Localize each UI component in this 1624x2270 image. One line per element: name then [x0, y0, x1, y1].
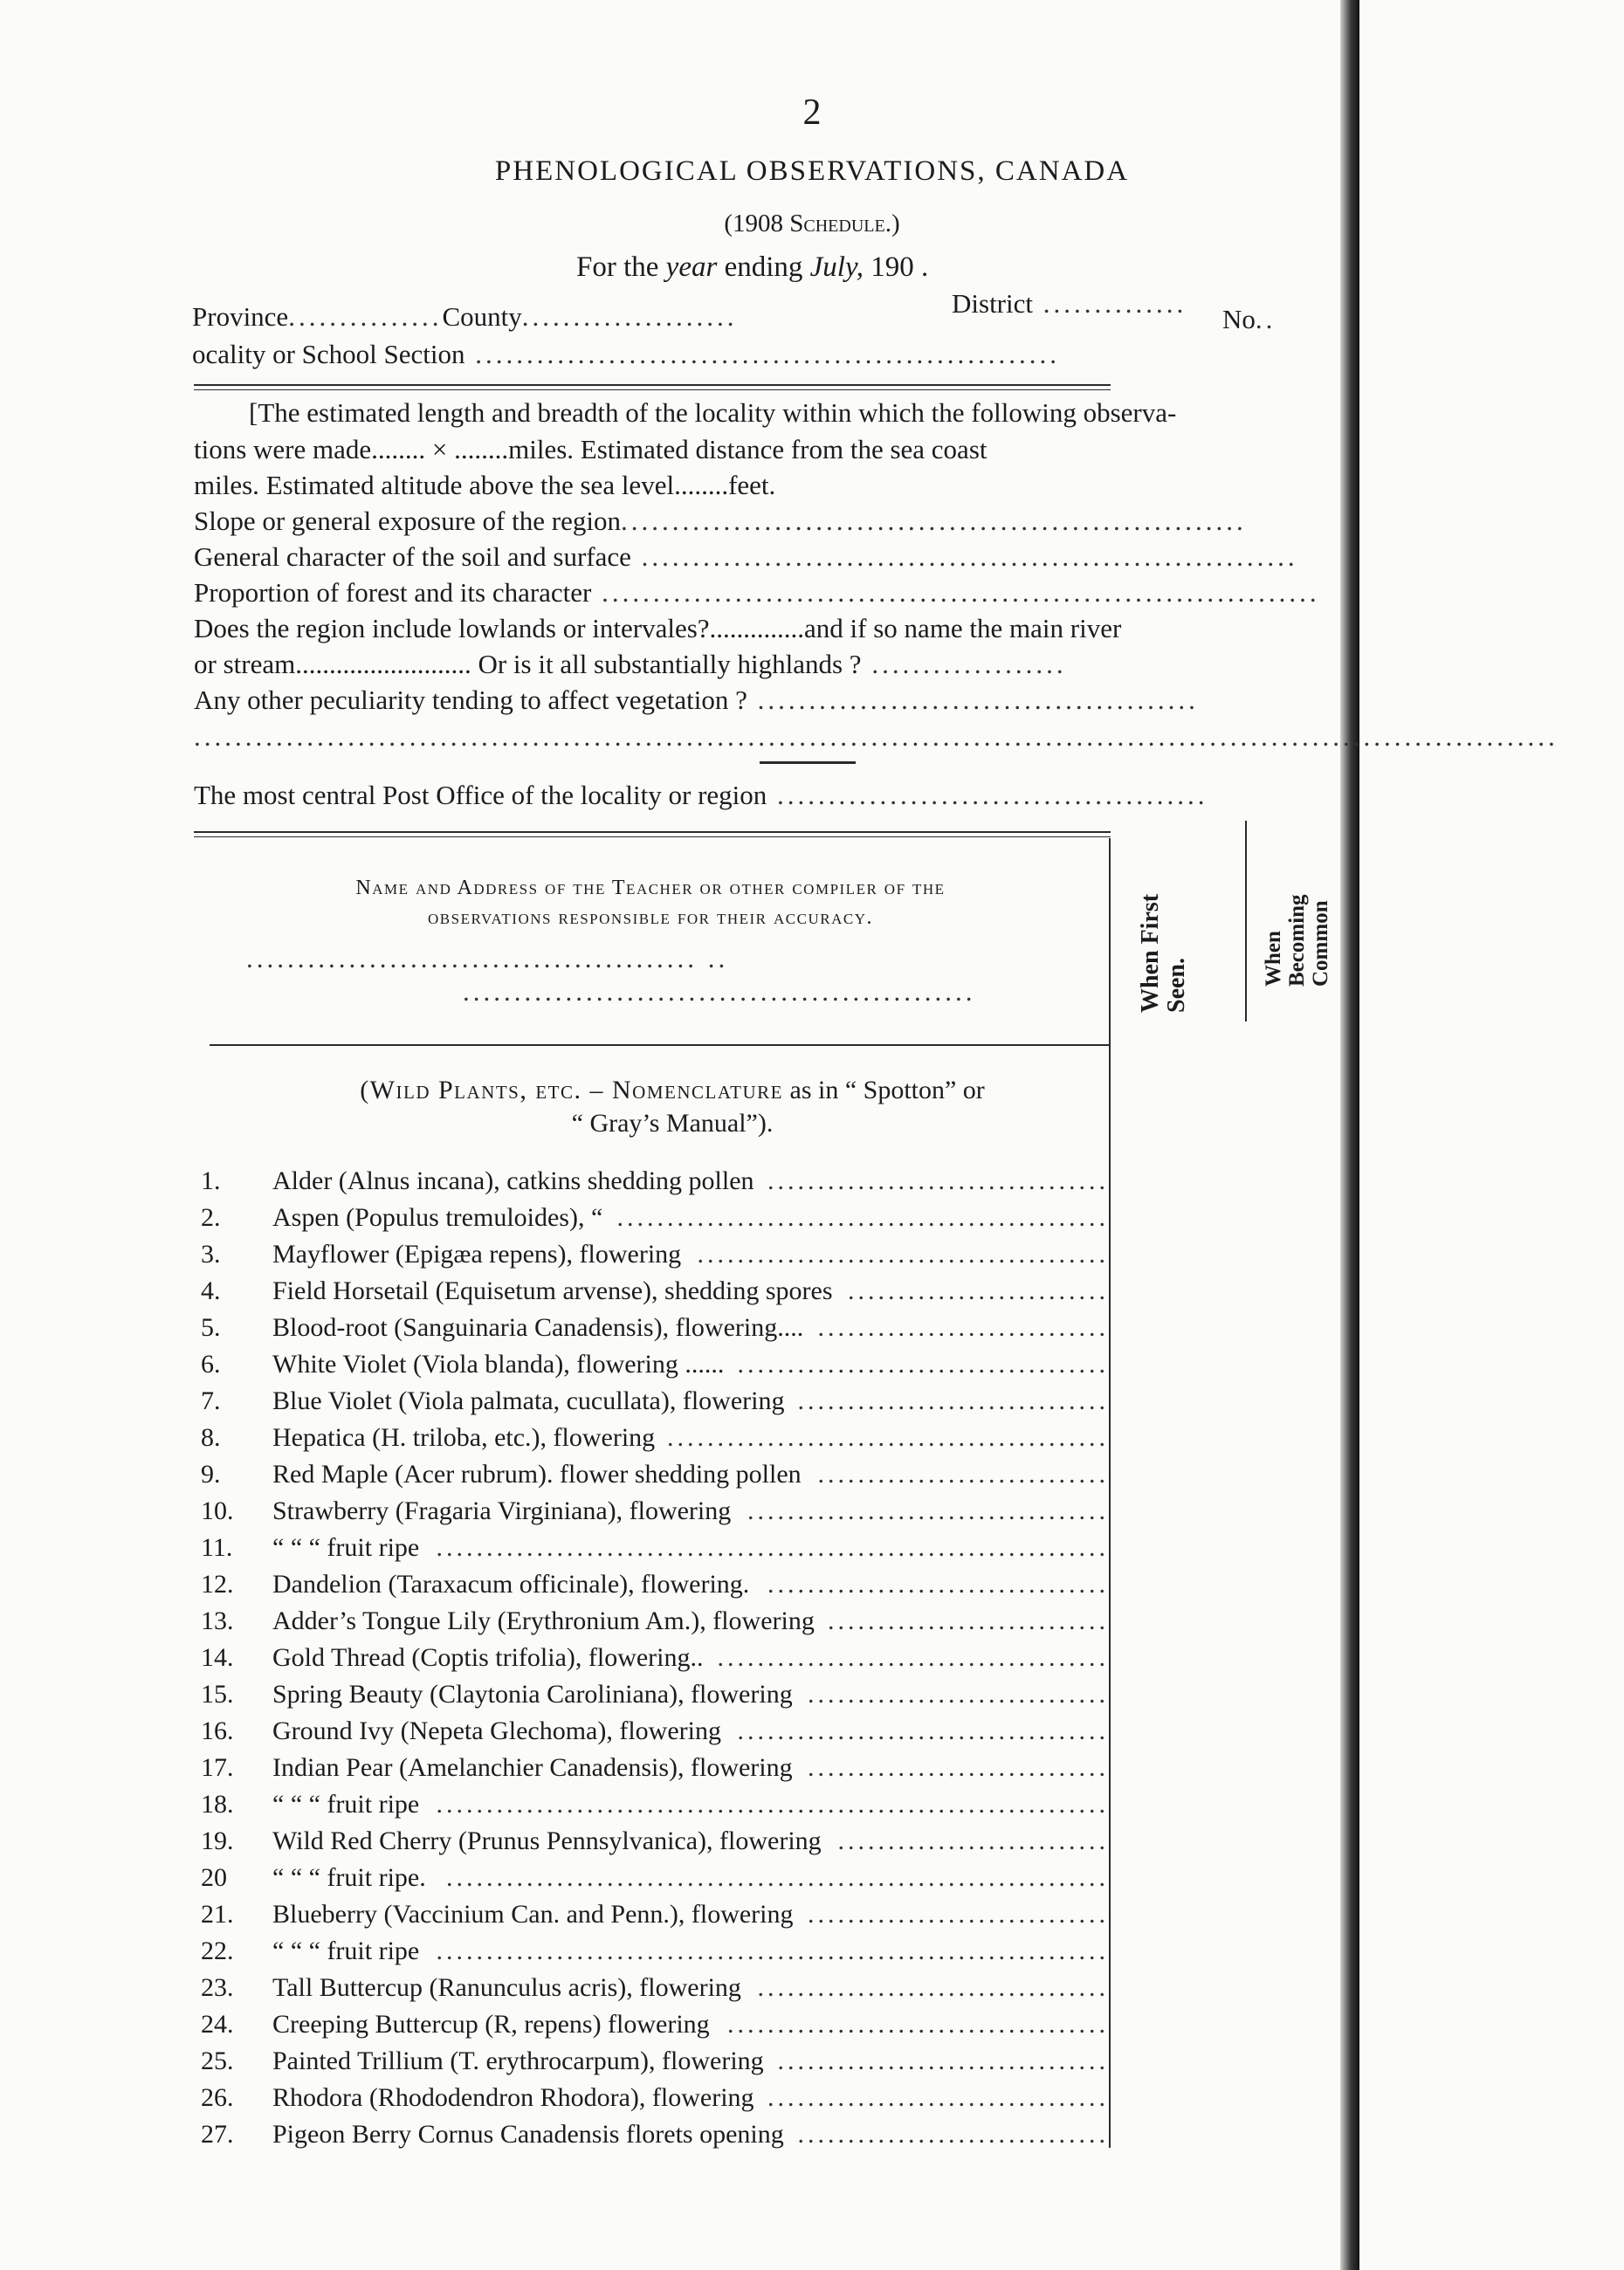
item-text: Painted Trillium (T. erythrocarpum), flowering	[272, 2046, 764, 2075]
leader-dots: .....................................	[737, 1716, 1109, 1745]
list-item	[201, 2080, 1109, 2116]
list-item	[201, 1750, 1109, 1786]
item-text: “ “ “ fruit ripe	[272, 1790, 420, 1819]
leader-dots: ..................................	[767, 1166, 1109, 1195]
item-text: Hepatica (H. triloba, etc.), flowering	[272, 1423, 656, 1452]
page-title: PHENOLOGICAL OBSERVATIONS, CANADA	[494, 155, 1130, 187]
item-text: Dandelion (Taraxacum officinale), flowering.	[272, 1570, 750, 1599]
item-number: 24.	[201, 2010, 234, 2039]
item-number: 7.	[201, 1386, 221, 1415]
item-number: 13.	[201, 1606, 234, 1635]
question-2: tions were made........ × ........miles. Estimated distance from the sea coast	[194, 434, 987, 464]
item-number: 17.	[201, 1753, 234, 1782]
leader-dots: ......................................	[727, 2010, 1109, 2039]
item-number: 3.	[201, 1240, 221, 1269]
item-text: Aspen (Populus tremuloides), “	[272, 1203, 603, 1232]
leader-dots: .....................................	[737, 1350, 1109, 1379]
leader-dots: ..................................	[767, 2083, 1109, 2112]
item-text: “ “ “ fruit ripe	[272, 1936, 420, 1965]
year-ending-line: For the year ending July, 190 .	[576, 251, 929, 283]
list-item	[201, 1640, 1109, 1676]
leader-dots: .......................................	[717, 1643, 1109, 1672]
question-1: [The estimated length and breadth of the locality within which the following observa-	[249, 397, 1177, 428]
leader-dots: ..............................	[808, 1753, 1109, 1782]
item-text: “ “ “ fruit ripe.	[272, 1863, 426, 1892]
item-number: 8.	[201, 1423, 221, 1452]
list-item	[201, 1933, 1109, 1970]
list-item	[201, 1236, 1109, 1273]
compiler-name-blank: ............................................ ..	[246, 943, 729, 973]
compiler-heading-line1: Name and Address of the Teacher or other compiler of the	[355, 877, 946, 899]
item-number: 12.	[201, 1570, 234, 1599]
compiler-heading-line2: observations responsible for their accuracy.	[428, 906, 873, 929]
page-number: 2	[802, 93, 822, 133]
leader-dots: ...........................	[837, 1826, 1109, 1855]
list-item	[201, 1896, 1109, 1933]
item-text: Rhodora (Rhododendron Rhodora), flowering	[272, 2083, 754, 2112]
header-rule	[194, 384, 1111, 386]
list-item	[201, 1860, 1109, 1896]
question-5: General character of the soil and surface ................................................................	[194, 541, 1298, 572]
list-item	[201, 2116, 1109, 2153]
list-item	[201, 1383, 1109, 1420]
section-rule-2	[194, 836, 1111, 837]
list-item	[201, 1823, 1109, 1860]
item-number: 25.	[201, 2046, 234, 2075]
list-item	[201, 1786, 1109, 1823]
district-field: District ..............	[952, 288, 1187, 319]
item-text: Gold Thread (Coptis trifolia), flowering..	[272, 1643, 704, 1672]
item-number: 16.	[201, 1716, 234, 1745]
item-number: 26.	[201, 2083, 234, 2112]
item-text: Indian Pear (Amelanchier Canadensis), flowering	[272, 1753, 793, 1782]
question-8: or stream.......................... Or is it all substantially highlands ? ...................	[194, 649, 1067, 679]
item-number: 15.	[201, 1680, 234, 1709]
leader-dots: .........................................	[697, 1240, 1109, 1269]
column-divider-1	[1109, 838, 1111, 2148]
list-item	[201, 1456, 1109, 1493]
leader-dots: .................................	[777, 2046, 1109, 2075]
item-text: Ground Ivy (Nepeta Glechoma), flowering	[272, 1716, 721, 1745]
item-text: Field Horsetail (Equisetum arvense), shedding spores	[272, 1276, 833, 1305]
item-number: 21.	[201, 1900, 234, 1929]
section-rule	[194, 831, 1111, 833]
column-divider-2	[1245, 821, 1247, 1022]
item-number: 5.	[201, 1313, 221, 1342]
leader-dots: ............................................	[667, 1423, 1109, 1452]
header-rule-2	[194, 389, 1111, 390]
item-number: 2.	[201, 1203, 221, 1232]
question-9: Any other peculiarity tending to affect vegetation ? ...........................................	[194, 684, 1199, 715]
leader-dots: ..............................	[808, 1680, 1109, 1709]
item-text: Red Maple (Acer rubrum). flower shedding pollen	[272, 1460, 802, 1489]
item-number: 10.	[201, 1496, 234, 1525]
locality-field: ocality or School Section .........................................................	[192, 339, 1061, 369]
observation-list	[201, 1163, 1109, 2153]
list-item	[201, 1163, 1109, 1200]
list-item	[201, 1566, 1109, 1603]
item-text: Blood-root (Sanguinaria Canadensis), flowering....	[272, 1313, 804, 1342]
blank-line: .....................................................................................................................................	[194, 721, 1559, 752]
question-4: Slope or general exposure of the region.............................................................	[194, 506, 1247, 536]
item-text: White Violet (Viola blanda), flowering ......	[272, 1350, 725, 1379]
item-text: Pigeon Berry Cornus Canadensis florets opening	[272, 2120, 784, 2149]
item-number: 11.	[201, 1533, 233, 1562]
item-number: 6.	[201, 1350, 221, 1379]
col-when-becoming-common: When Becoming Common	[1262, 894, 1332, 987]
item-text: Creeping Buttercup (R, repens) flowering	[272, 2010, 710, 2039]
leader-dots: ...............................	[797, 1386, 1109, 1415]
item-number: 4.	[201, 1276, 221, 1305]
list-item	[201, 1970, 1109, 2006]
compiler-heading	[196, 873, 1104, 932]
list-item	[201, 2006, 1109, 2043]
item-number: 14.	[201, 1643, 234, 1672]
item-number: 27.	[201, 2120, 234, 2149]
leader-dots: ...................................................................	[436, 1936, 1109, 1965]
leader-dots: ..................................................................	[446, 1863, 1109, 1892]
list-item	[201, 1676, 1109, 1713]
leader-dots: .............................	[817, 1460, 1109, 1489]
list-item	[201, 1420, 1109, 1456]
leader-dots: ............................	[828, 1606, 1109, 1635]
list-item	[201, 1493, 1109, 1530]
item-number: 19.	[201, 1826, 234, 1855]
item-number: 9.	[201, 1460, 221, 1489]
question-6: Proportion of forest and its character ......................................................................	[194, 577, 1320, 608]
item-text: Spring Beauty (Claytonia Caroliniana), flowering	[272, 1680, 793, 1709]
item-text: “ “ “ fruit ripe	[272, 1533, 420, 1562]
item-number: 22.	[201, 1936, 234, 1965]
item-text: Wild Red Cherry (Prunus Pennsylvanica), flowering	[272, 1826, 822, 1855]
page-binding-edge	[1340, 0, 1359, 2270]
province-field: Province...............County.....................	[192, 301, 738, 332]
leader-dots: .............................	[817, 1313, 1109, 1342]
item-number: 18.	[201, 1790, 234, 1819]
question-7: Does the region include lowlands or intervales?..............and if so name the main river	[194, 613, 1122, 643]
leader-dots: ...................................................................	[436, 1533, 1109, 1562]
leader-dots: .................................................	[616, 1203, 1109, 1232]
list-item	[201, 1346, 1109, 1383]
item-text: Mayflower (Epigæa repens), flowering	[272, 1240, 682, 1269]
leader-dots: ...................................	[757, 1973, 1109, 2002]
wild-plants-heading: (Wild Plants, etc. – Nomenclature as in “ Spotton” or “ Gray’s Manual”).	[360, 1076, 985, 1138]
list-item	[201, 2043, 1109, 2080]
post-office-field: The most central Post Office of the locality or region ..........................................	[194, 780, 1208, 810]
leader-dots: ..........................	[848, 1276, 1109, 1305]
list-item	[201, 1603, 1109, 1640]
short-divider	[760, 761, 856, 764]
item-number: 20	[201, 1863, 227, 1892]
item-text: Tall Buttercup (Ranunculus acris), flowering	[272, 1973, 741, 2002]
leader-dots: ..............................	[808, 1900, 1109, 1929]
leader-dots: ...................................................................	[436, 1790, 1109, 1819]
question-3: miles. Estimated altitude above the sea level........feet.	[194, 470, 776, 500]
item-text: Adder’s Tongue Lily (Erythronium Am.), flowering	[272, 1606, 815, 1635]
item-text: Blue Violet (Viola palmata, cucullata), flowering	[272, 1386, 785, 1415]
item-number: 23.	[201, 1973, 234, 2002]
number-field: No..	[1222, 304, 1276, 334]
list-item	[201, 1273, 1109, 1310]
leader-dots: ....................................	[747, 1496, 1109, 1525]
list-item	[201, 1530, 1109, 1566]
item-text: Strawberry (Fragaria Virginiana), flowering	[272, 1496, 732, 1525]
leader-dots: ..................................	[767, 1570, 1109, 1599]
table-header-rule	[210, 1044, 1109, 1046]
list-item	[201, 1713, 1109, 1750]
list-item	[201, 1310, 1109, 1346]
leader-dots: ...............................	[797, 2120, 1109, 2149]
item-text: Alder (Alnus incana), catkins shedding pollen	[272, 1166, 754, 1195]
schedule-label: (1908 Schedule.)	[724, 210, 900, 237]
item-number: 1.	[201, 1166, 221, 1195]
item-text: Blueberry (Vaccinium Can. and Penn.), flowering	[272, 1900, 794, 1929]
compiler-address-blank: ..................................................	[463, 976, 976, 1007]
col-when-first-seen: When First Seen.	[1137, 893, 1190, 1013]
list-item	[201, 1200, 1109, 1236]
